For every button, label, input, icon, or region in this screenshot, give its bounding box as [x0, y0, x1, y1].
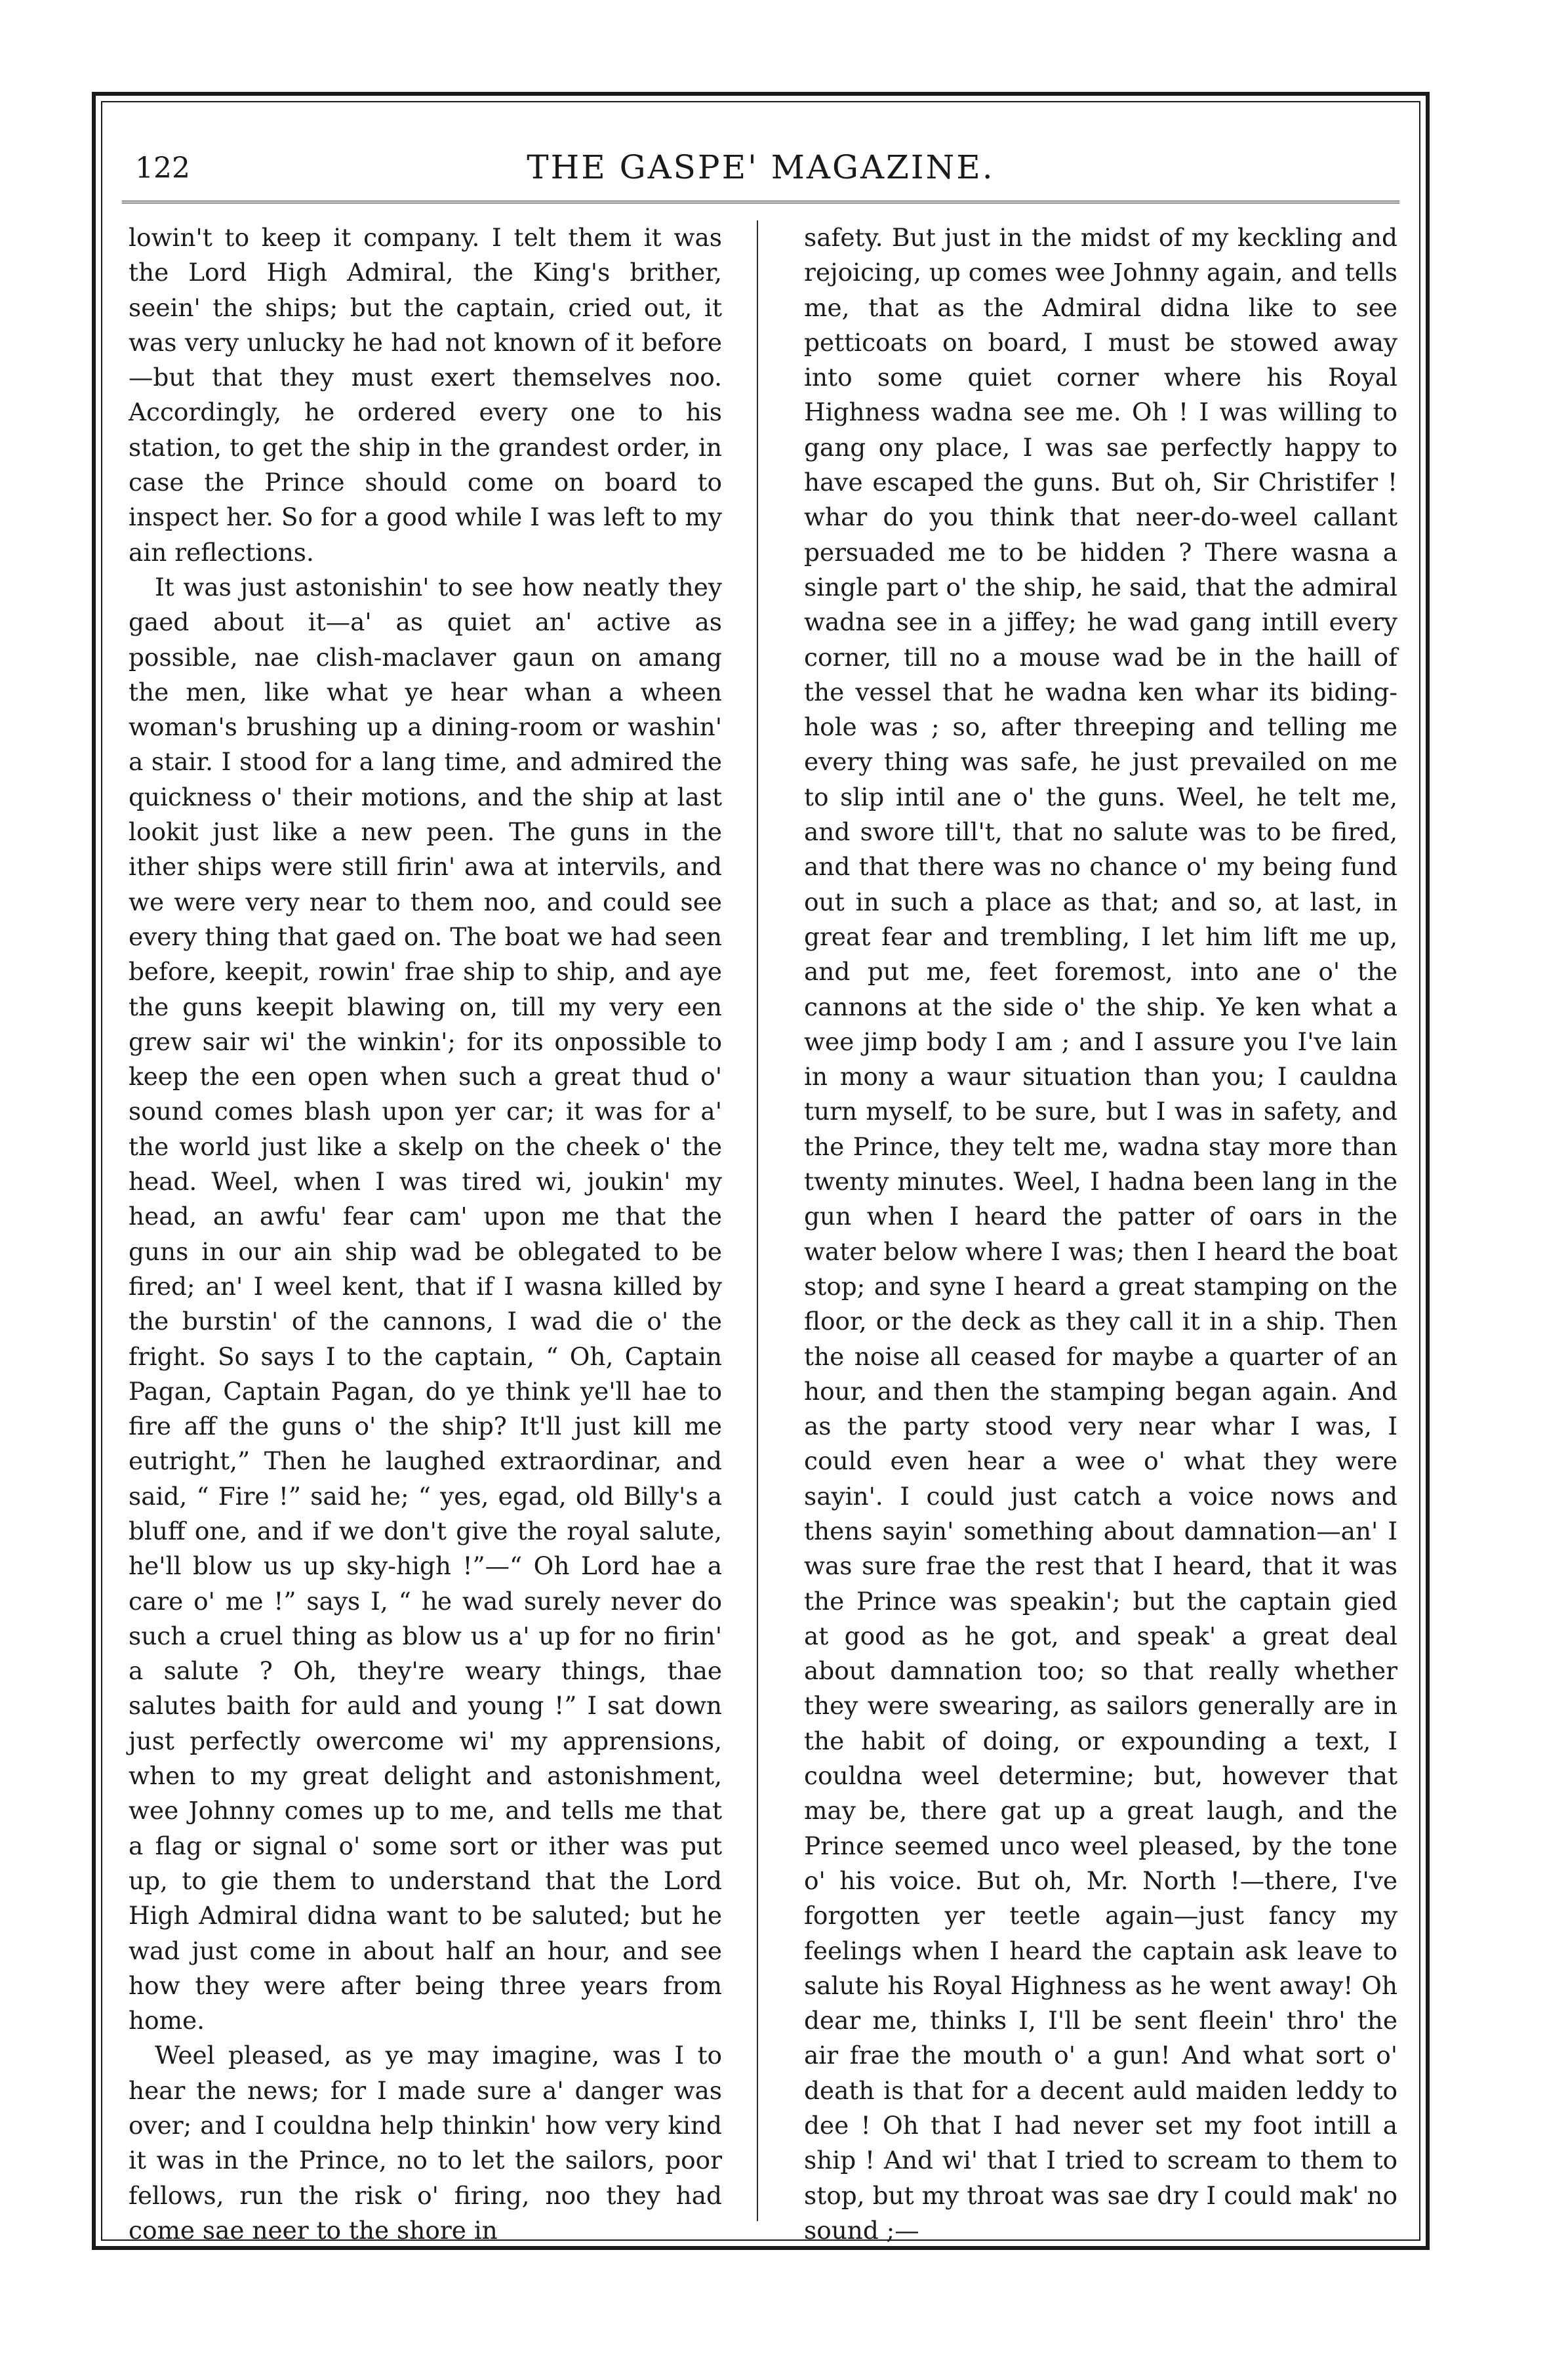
paragraph: lowin't to keep it company. I telt them it was the Lord High Admiral, the King's brither, seein' the ships; but the captain, cried out, it was very unlucky he had not known of it before—but that they must exert themselves noo. Accordingly, he ordered every one to his station, to get the ship in the grandest order, in case the Prince should come on board to inspect her. So for a good while I was left to my ain reflections. [129, 223, 722, 567]
page-number: 122 [135, 152, 190, 185]
paragraph: It was just astonishin' to see how neatly they gaed about it—a' as quiet an' active as possible, nae clish-maclaver gaun on amang the men, like what ye hear whan a wheen woman's brushing up a dining-room or washin' a stair. I stood for a lang time, and admired the quickness o' their motions, and the ship at last lookit just like a new peen. The guns in the ither ships were still firin' awa at intervils, and we were very near to them noo, and could see every thing that gaed on. The boat we had seen before, keepit, rowin' frae ship to ship, and aye the guns keepit blawing on, till my very een grew sair wi' the winkin'; for its onpossible to keep the een open when such a great thud o' sound comes blash upon yer car; it was for a' the world just like a skelp on the cheek o' the head. Weel, when I was tired wi, joukin' my head, an awfu' fear cam' upon me that the guns in our ain ship wad be oblegated to be fired; an' I weel kent, that if I wasna killed by the burstin' of the cannons, I wad die o' the fright. So says I to the captain, “ Oh, Captain Pagan, Captain Pagan, do ye think ye'll hae to fire aff the guns o' the ship? It'll just kill me eutright,” Then he laughed extraordinar, and said, “ Fire !” said he; “ yes, egad, old Billy's a bluff one, and if we don't give the royal salute, he'll blow us up sky-high !”—“ Oh Lord hae a care o' me !” says I, “ he wad surely never do such a cruel thing as blow us a' up for no firin' a salute ? Oh, they're weary things, thae salutes baith for auld and young !” I sat down just perfectly owercome wi' my apprensions, when to my great delight and astonishment, wee Johnny comes up to me, and tells me that a flag or signal o' some sort or ither was put up, to gie them to understand that the Lord High Admiral didna want to be saluted; but he wad just come in about half an hour, and see how they were after being three years from home. [129, 572, 722, 2035]
page-frame [92, 92, 1430, 2250]
paragraph: safety. But just in the midst of my keckling and rejoicing, up comes wee Johnny again, and tells me, that as the Admiral didna like to see petticoats on board, I must be stowed away into some quiet corner where his Royal Highness wadna see me. Oh ! I was willing to gang ony place, I was sae perfectly happy to have escaped the guns. But oh, Sir Christifer ! whar do you think that neer-do-weel callant persuaded me to be hidden ? There wasna a single part o' the ship, he said, that the admiral wadna see in a jiffey; he wad gang intill every corner, till no a mouse wad be in the haill of the vessel that he wadna ken whar its biding-hole was ; so, after threeping and telling me every thing was safe, he just prevailed on me to slip intil ane o' the guns. Weel, he telt me, and swore till't, that no salute was to be fired, and that there was no chance o' my being fund out in such a place as that; and so, at last, in great fear and trembling, I let him lift me up, and put me, feet foremost, into ane o' the cannons at the side o' the ship. Ye ken what a wee jimp body I am ; and I assure you I've lain in mony a waur situation than you; I cauldna turn myself, to be sure, but I was in safety, and the Prince, they telt me, wadna stay more than twenty minutes. Weel, I hadna been lang in the gun when I heard the patter of oars in the water below where I was; then I heard the boat stop; and syne I heard a great stamping on the floor, or the deck as they call it in a ship. Then the noise all ceased for maybe a quarter of an hour, and then the stamping began again. And as the party stood very near whar I was, I could even hear a wee o' what they were sayin'. I could just catch a voice nows and thens sayin' something about damnation—an' I was sure frae the rest that I heard, that it was the Prince was speakin'; but the captain gied at good as he got, and speak' a great deal about damnation too; so that really whether they were swearing, as sailors generally are in the habit of doing, or expounding a text, I couldna weel determine; but, however that may be, there gat up a great laugh, and the Prince seemed unco weel pleased, by the tone o' his voice. But oh, Mr. North !—there, I've forgotten yer teetle again—just fancy my feelings when I heard the captain ask leave to salute his Royal Highness as he went away! Oh dear me, thinks I, I'll be sent fleein' thro' the air frae the mouth o' a gun! And what sort o' death is that for a decent auld maiden leddy to dee ! Oh that I had never set my foot intill a ship ! And wi' that I tried to scream to them to stop, but my throat was sae dry I could mak' no sound ;— [804, 223, 1397, 2245]
page-header [122, 122, 1399, 203]
running-head-title: THE GASPE' MAGAZINE. [527, 148, 995, 186]
left-column [129, 220, 722, 2248]
right-column [804, 220, 1397, 2248]
column-divider [757, 220, 758, 2221]
paragraph: Weel pleased, as ye may imagine, was I to hear the news; for I made sure a' danger was over; and I couldna help thinkin' how very kind it was in the Prince, no to let the sailors, poor fellows, run the risk o' firing, noo they had come sae neer to the shore in [129, 2041, 722, 2245]
